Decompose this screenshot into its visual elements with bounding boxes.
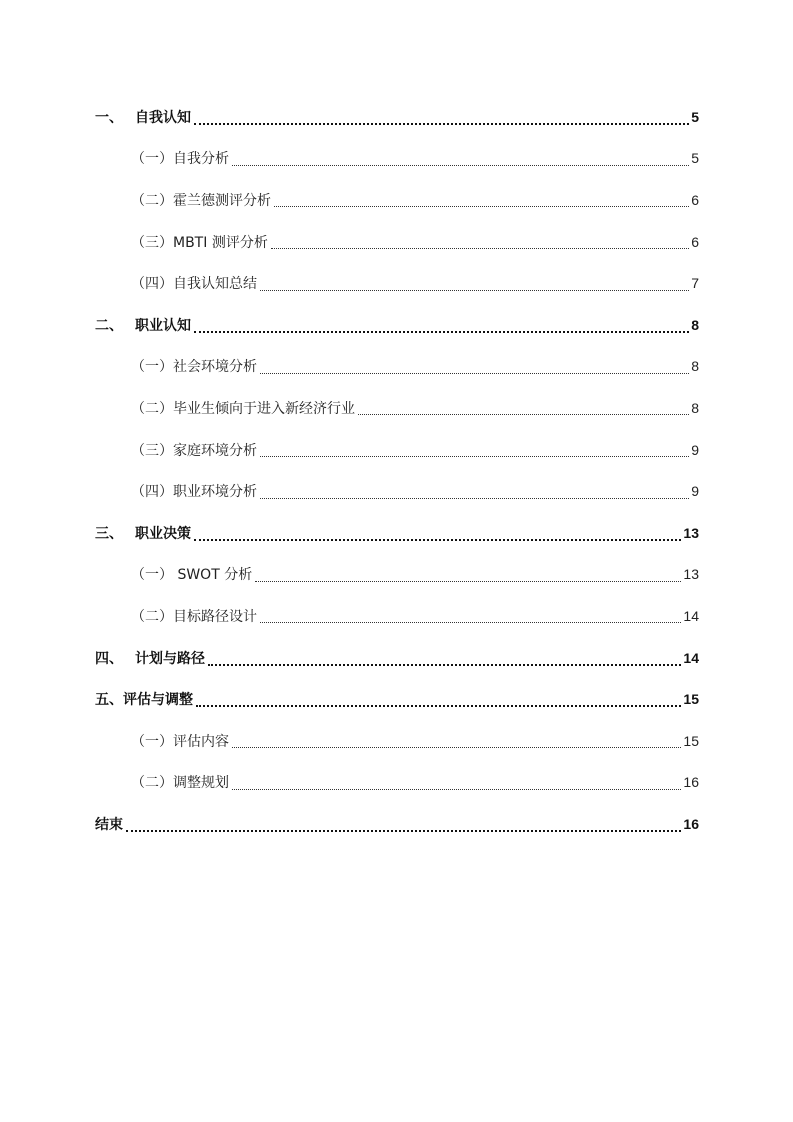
toc-entry-title: （二）调整规划 — [131, 775, 229, 792]
toc-entry-page: 8 — [691, 399, 699, 416]
dot-leader — [260, 498, 689, 499]
toc-entry-page: 5 — [691, 150, 699, 167]
dot-leader — [260, 290, 689, 291]
toc-entry-label — [95, 814, 125, 834]
toc-entry[interactable] — [95, 595, 699, 637]
toc-entry-page: 14 — [683, 649, 699, 666]
toc-entry-label — [95, 107, 193, 127]
toc-entry-label — [95, 648, 207, 668]
toc-entry-title: （二）霍兰德测评分析 — [131, 192, 271, 209]
toc-entry[interactable] — [95, 179, 699, 221]
toc-entry-title: （三）家庭环境分析 — [131, 442, 257, 459]
toc-entry[interactable] — [95, 637, 699, 679]
toc-entry-page: 6 — [691, 233, 699, 250]
dot-leader — [196, 705, 681, 707]
toc-entry[interactable] — [95, 304, 699, 346]
toc-entry-page: 14 — [683, 607, 699, 624]
dot-leader — [255, 581, 681, 582]
toc-entry-number: 五、 — [95, 692, 123, 709]
toc-entry[interactable] — [95, 512, 699, 554]
toc-entry-number: 一、 — [95, 109, 123, 126]
toc-entry[interactable] — [95, 470, 699, 512]
dot-leader — [274, 206, 689, 207]
toc-entry-page: 16 — [683, 815, 699, 832]
toc-entry-title: （二）毕业生倾向于进入新经济行业 — [131, 400, 355, 417]
toc-entry-title: （一）评估内容 — [131, 733, 229, 750]
dot-leader — [260, 622, 681, 623]
toc-entry-page: 9 — [691, 441, 699, 458]
toc-entry-page: 8 — [691, 358, 699, 375]
toc-entry-title: 职业决策 — [135, 525, 191, 542]
toc-entry-number: 二、 — [95, 317, 123, 334]
toc-entry-number: 三、 — [95, 525, 123, 542]
toc-entry-title: 计划与路径 — [135, 650, 205, 667]
toc-entry-title: 自我认知 — [135, 109, 191, 126]
dot-leader — [232, 747, 681, 748]
toc-entry-title: 评估与调整 — [123, 692, 193, 709]
toc-entry-page: 6 — [691, 191, 699, 208]
table-of-contents — [95, 96, 699, 845]
toc-entry-number: 四、 — [95, 650, 123, 667]
toc-entry-page: 13 — [683, 524, 699, 541]
toc-entry-title: （一）自我分析 — [131, 151, 229, 168]
toc-entry-page: 16 — [683, 774, 699, 791]
dot-leader — [126, 830, 681, 832]
toc-entry[interactable] — [95, 720, 699, 762]
toc-entry[interactable] — [95, 678, 699, 720]
toc-entry-title: （一）社会环境分析 — [131, 359, 257, 376]
toc-entry-title: （三）MBTI 测评分析 — [131, 234, 268, 251]
toc-entry[interactable] — [95, 429, 699, 471]
dot-leader — [232, 789, 681, 790]
toc-entry-page: 15 — [683, 691, 699, 708]
dot-leader — [271, 248, 689, 249]
toc-entry-page: 9 — [691, 483, 699, 500]
toc-entry[interactable] — [95, 262, 699, 304]
dot-leader — [194, 539, 681, 541]
toc-entry[interactable] — [95, 221, 699, 263]
toc-entry-page: 7 — [691, 275, 699, 292]
dot-leader — [232, 165, 689, 166]
dot-leader — [208, 664, 681, 666]
dot-leader — [260, 373, 689, 374]
toc-entry-title: （一） SWOT 分析 — [131, 567, 253, 584]
toc-entry-page: 5 — [691, 108, 699, 125]
dot-leader — [260, 456, 689, 457]
toc-entry-page: 15 — [683, 732, 699, 749]
toc-entry-title: （四）职业环境分析 — [131, 484, 257, 501]
toc-entry[interactable] — [95, 762, 699, 804]
dot-leader — [194, 331, 689, 333]
toc-entry-page: 8 — [691, 316, 699, 333]
toc-entry[interactable] — [95, 96, 699, 138]
dot-leader — [358, 414, 689, 415]
toc-entry-title: （四）自我认知总结 — [131, 276, 257, 293]
toc-entry-title: （二）目标路径设计 — [131, 608, 257, 625]
toc-entry[interactable] — [95, 138, 699, 180]
toc-entry-title: 结束 — [95, 816, 123, 833]
toc-entry-label — [95, 523, 193, 543]
toc-entry-title: 职业认知 — [135, 317, 191, 334]
toc-entry[interactable] — [95, 803, 699, 845]
toc-entry[interactable] — [95, 387, 699, 429]
toc-entry[interactable] — [95, 554, 699, 596]
toc-entry-page: 13 — [683, 566, 699, 583]
dot-leader — [194, 123, 689, 125]
toc-entry-label — [95, 315, 193, 335]
toc-entry[interactable] — [95, 346, 699, 388]
toc-entry-label — [95, 689, 195, 709]
